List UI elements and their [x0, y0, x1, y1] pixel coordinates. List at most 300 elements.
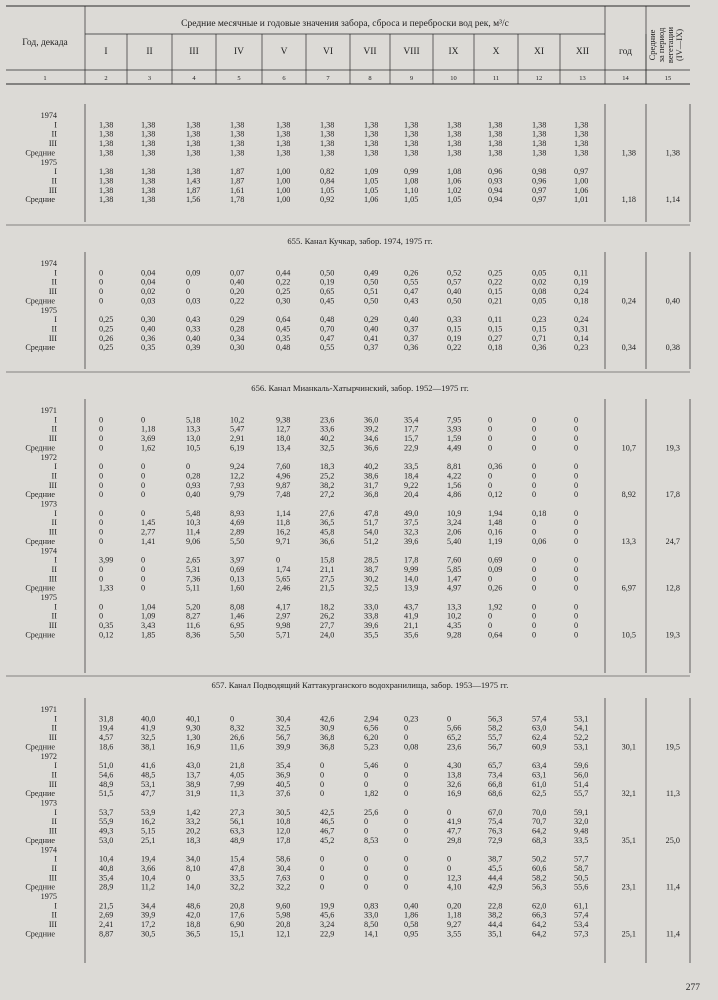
month-value-cell: 1,38: [141, 120, 156, 130]
month-value-cell: 63,0: [532, 723, 547, 733]
corner-label: Год, декада: [22, 38, 68, 48]
month-value-cell: 9,06: [186, 536, 201, 546]
month-value-cell: 9,71: [276, 536, 291, 546]
month-header: IV: [233, 47, 245, 57]
vegetation-mean-cell: 24,7: [665, 536, 680, 546]
month-value-cell: 63,3: [230, 826, 245, 836]
month-value-cell: 0: [364, 854, 369, 864]
month-value-cell: 0: [99, 462, 104, 472]
month-value-cell: 0,11: [574, 268, 589, 278]
vegetation-mean-cell: 12,8: [665, 583, 680, 593]
month-value-cell: 0,36: [141, 333, 156, 343]
month-value-cell: 67,0: [488, 807, 503, 817]
annual-mean-cell: 30,1: [621, 742, 636, 752]
month-value-cell: 0,28: [230, 324, 245, 334]
month-value-cell: 14,1: [364, 929, 379, 939]
month-value-cell: 0: [532, 462, 537, 472]
decade-label: I: [54, 854, 57, 864]
month-value-cell: 1,38: [230, 129, 245, 139]
month-value-cell: 18,3: [186, 835, 201, 845]
month-value-cell: 0: [574, 583, 579, 593]
column-number: 1: [43, 75, 47, 82]
mean-row-label: Средние: [25, 443, 55, 453]
month-value-cell: 0: [320, 770, 325, 780]
month-value-cell: 1,38: [404, 120, 419, 130]
column-number: 15: [664, 75, 672, 82]
month-value-cell: 0,22: [488, 277, 503, 287]
month-value-cell: 4,97: [447, 583, 462, 593]
month-value-cell: 38,6: [364, 471, 379, 481]
month-value-cell: 1,85: [141, 630, 156, 640]
month-value-cell: 37,5: [404, 518, 419, 528]
month-value-cell: 0: [320, 882, 325, 892]
vegetation-mean-cell: 1,38: [665, 148, 680, 158]
month-value-cell: 8,36: [186, 630, 201, 640]
month-value-cell: 21,5: [99, 901, 114, 911]
month-value-cell: 1,06: [364, 195, 379, 205]
month-value-cell: 11,3: [230, 789, 245, 799]
month-value-cell: 0: [99, 480, 104, 490]
month-value-cell: 9,38: [276, 415, 291, 425]
month-value-cell: 0,14: [574, 333, 589, 343]
month-value-cell: 13,8: [447, 770, 462, 780]
month-value-cell: 44,4: [488, 873, 503, 883]
month-value-cell: 0,33: [186, 324, 201, 334]
month-value-cell: 0,29: [230, 315, 245, 325]
month-value-cell: 0,50: [320, 268, 335, 278]
month-value-cell: 1,38: [488, 120, 503, 130]
month-value-cell: 1,38: [364, 139, 379, 149]
month-value-cell: 0,08: [404, 742, 419, 752]
month-header: III: [189, 47, 199, 57]
month-value-cell: 1,38: [404, 148, 419, 158]
month-value-cell: 0,49: [364, 268, 379, 278]
month-value-cell: 32,5: [320, 443, 335, 453]
month-value-cell: 3,66: [141, 863, 156, 873]
month-value-cell: 7,60: [276, 462, 291, 472]
month-value-cell: 39,2: [364, 424, 379, 434]
month-value-cell: 46,5: [320, 817, 335, 827]
month-value-cell: 58,7: [574, 863, 589, 873]
month-value-cell: 58,6: [276, 854, 291, 864]
month-value-cell: 0: [574, 555, 579, 565]
month-value-cell: 36,5: [186, 929, 201, 939]
month-value-cell: 5,46: [364, 761, 379, 771]
month-value-cell: 1,38: [230, 148, 245, 158]
month-value-cell: 50,2: [532, 854, 547, 864]
month-value-cell: 0,36: [488, 462, 503, 472]
month-value-cell: 0: [99, 508, 104, 518]
month-value-cell: 0: [99, 277, 104, 287]
month-value-cell: 0,02: [532, 277, 547, 287]
month-value-cell: 0,96: [532, 176, 547, 186]
month-value-cell: 26,6: [230, 733, 245, 743]
month-value-cell: 7,93: [230, 480, 245, 490]
month-value-cell: 0: [574, 471, 579, 481]
decade-label: III: [48, 185, 57, 195]
month-value-cell: 65,7: [488, 761, 503, 771]
month-value-cell: 1,06: [574, 185, 589, 195]
month-value-cell: 40,0: [141, 714, 156, 724]
month-value-cell: 4,17: [276, 602, 291, 612]
month-value-cell: 22,8: [488, 901, 503, 911]
month-value-cell: 45,6: [320, 910, 335, 920]
month-value-cell: 25,6: [364, 807, 379, 817]
month-value-cell: 73,4: [488, 770, 503, 780]
month-value-cell: 1,56: [186, 195, 201, 205]
month-value-cell: 0: [488, 434, 493, 444]
month-value-cell: 0: [320, 761, 325, 771]
month-value-cell: 0,71: [532, 333, 547, 343]
month-value-cell: 0,50: [447, 296, 462, 306]
annual-mean-cell: 1,38: [621, 148, 636, 158]
month-value-cell: 0: [488, 415, 493, 425]
month-value-cell: 39,6: [364, 621, 379, 631]
month-value-cell: 5,11: [186, 583, 201, 593]
month-value-cell: 0,45: [276, 324, 291, 334]
month-value-cell: 0: [532, 602, 537, 612]
month-value-cell: 0: [99, 471, 104, 481]
month-value-cell: 16,2: [141, 817, 156, 827]
month-value-cell: 0: [574, 424, 579, 434]
decade-label: II: [51, 277, 57, 287]
month-value-cell: 1,43: [186, 176, 201, 186]
month-value-cell: 0,64: [488, 630, 503, 640]
month-value-cell: 0: [532, 583, 537, 593]
month-value-cell: 1,38: [532, 129, 547, 139]
month-value-cell: 1,48: [488, 518, 503, 528]
month-value-cell: 56,3: [488, 714, 503, 724]
month-value-cell: 0,22: [230, 296, 245, 306]
month-value-cell: 21,1: [320, 564, 335, 574]
month-value-cell: 0: [99, 434, 104, 444]
month-value-cell: 1,38: [364, 148, 379, 158]
month-value-cell: 21,5: [320, 583, 335, 593]
vegetation-mean-cell: 11,4: [665, 882, 680, 892]
month-value-cell: 5,66: [447, 723, 462, 733]
year-label: 1974: [40, 259, 57, 268]
decade-label: II: [51, 611, 57, 621]
mean-row-label: Средние: [25, 296, 55, 306]
month-value-cell: 0,40: [404, 901, 419, 911]
month-header: XI: [533, 47, 545, 57]
decade-label: II: [51, 863, 57, 873]
month-value-cell: 17,7: [404, 424, 419, 434]
month-value-cell: 1,05: [364, 176, 379, 186]
column-number: 4: [192, 75, 196, 82]
month-value-cell: 61,1: [574, 901, 589, 911]
month-value-cell: 12,7: [276, 424, 291, 434]
month-value-cell: 35,5: [364, 630, 379, 640]
month-value-cell: 0,02: [141, 287, 156, 297]
month-value-cell: 48,6: [186, 901, 201, 911]
month-value-cell: 42,6: [320, 714, 335, 724]
decade-label: III: [48, 333, 57, 343]
month-value-cell: 0: [574, 443, 579, 453]
month-value-cell: 61,0: [532, 779, 547, 789]
month-value-cell: 4,57: [99, 733, 114, 743]
month-value-cell: 57,7: [574, 854, 589, 864]
month-value-cell: 0: [447, 807, 452, 817]
month-value-cell: 0,50: [364, 296, 379, 306]
month-value-cell: 0: [99, 424, 104, 434]
month-value-cell: 18,8: [186, 920, 201, 930]
month-value-cell: 17,8: [276, 835, 291, 845]
month-value-cell: 9,79: [230, 490, 245, 500]
month-value-cell: 22,9: [404, 443, 419, 453]
month-value-cell: 7,95: [447, 415, 462, 425]
month-value-cell: 5,31: [186, 564, 201, 574]
month-value-cell: 0: [574, 574, 579, 584]
column-number: 14: [622, 75, 629, 82]
month-value-cell: 1,38: [141, 195, 156, 205]
month-value-cell: 36,8: [364, 490, 379, 500]
month-value-cell: 5,48: [186, 508, 201, 518]
month-value-cell: 0,47: [404, 287, 419, 297]
month-value-cell: 1,08: [404, 176, 419, 186]
month-value-cell: 1,38: [320, 148, 335, 158]
month-value-cell: 0: [447, 714, 452, 724]
month-value-cell: 1,62: [141, 443, 156, 453]
month-value-cell: 0,15: [447, 324, 462, 334]
section-title: 656. Канал Мианкаль-Хатырчинский, забор. 1952—1975 гг.: [251, 383, 469, 393]
month-value-cell: 10,2: [230, 415, 245, 425]
decade-label: II: [51, 723, 57, 733]
month-value-cell: 0: [404, 779, 409, 789]
month-value-cell: 0: [532, 564, 537, 574]
month-value-cell: 6,20: [364, 733, 379, 743]
month-value-cell: 1,38: [99, 120, 114, 130]
month-value-cell: 0,25: [276, 287, 291, 297]
month-value-cell: 0: [276, 555, 281, 565]
month-value-cell: 11,8: [276, 518, 291, 528]
year-label: 1975: [40, 892, 57, 901]
month-value-cell: 8,08: [230, 602, 245, 612]
column-number: 11: [492, 75, 500, 82]
month-value-cell: 0,99: [404, 167, 419, 177]
month-value-cell: 7,36: [186, 574, 201, 584]
month-value-cell: 60,9: [532, 742, 547, 752]
month-value-cell: 2,77: [141, 527, 156, 537]
month-value-cell: 12,3: [447, 873, 462, 883]
month-header: XII: [575, 47, 590, 57]
month-value-cell: 0: [532, 621, 537, 631]
month-value-cell: 5,18: [186, 415, 201, 425]
month-value-cell: 38,9: [186, 779, 201, 789]
month-value-cell: 0: [404, 770, 409, 780]
month-value-cell: 3,69: [141, 434, 156, 444]
month-value-cell: 1,38: [404, 139, 419, 149]
column-number: 7: [326, 75, 330, 82]
month-value-cell: 53,9: [141, 807, 156, 817]
month-value-cell: 4,10: [447, 882, 462, 892]
month-value-cell: 0: [141, 462, 146, 472]
month-value-cell: 0: [404, 723, 409, 733]
month-value-cell: 50,5: [574, 873, 589, 883]
month-value-cell: 10,5: [186, 443, 201, 453]
month-value-cell: 1,38: [230, 120, 245, 130]
year-label: 1975: [40, 305, 57, 315]
month-value-cell: 0: [230, 714, 235, 724]
month-value-cell: 0,41: [364, 333, 379, 343]
month-value-cell: 30,4: [276, 714, 291, 724]
decade-label: III: [48, 826, 57, 836]
month-value-cell: 56,7: [488, 742, 503, 752]
decade-label: I: [54, 602, 57, 612]
mean-row-label: Средние: [25, 343, 55, 353]
month-value-cell: 0: [532, 490, 537, 500]
decade-label: III: [48, 621, 57, 631]
month-value-cell: 13,0: [186, 434, 201, 444]
month-value-cell: 0,09: [186, 268, 201, 278]
month-value-cell: 0: [488, 443, 493, 453]
month-value-cell: 0,93: [488, 176, 503, 186]
column-number: 12: [535, 75, 543, 82]
month-value-cell: 58,2: [488, 723, 503, 733]
month-value-cell: 8,10: [186, 863, 201, 873]
month-value-cell: 30,5: [276, 807, 291, 817]
month-value-cell: 48,9: [230, 835, 245, 845]
month-value-cell: 0: [99, 536, 104, 546]
month-value-cell: 25,2: [320, 471, 335, 481]
month-value-cell: 0,36: [404, 343, 419, 353]
month-value-cell: 0,84: [320, 176, 335, 186]
month-value-cell: 1,38: [532, 120, 547, 130]
month-value-cell: 38,2: [488, 910, 503, 920]
month-value-cell: 0: [320, 789, 325, 799]
mean-row-label: Средние: [25, 742, 55, 752]
month-value-cell: 33,0: [364, 602, 379, 612]
month-value-cell: 0,11: [488, 315, 503, 325]
month-value-cell: 0,24: [574, 287, 589, 297]
month-value-cell: 27,7: [320, 621, 335, 631]
column-number: 5: [237, 75, 241, 82]
month-value-cell: 0: [99, 564, 104, 574]
month-value-cell: 2,97: [276, 611, 291, 621]
mean-row-label: Средние: [25, 195, 55, 205]
decade-label: III: [48, 873, 57, 883]
month-value-cell: 1,38: [320, 139, 335, 149]
year-label: 1971: [40, 705, 57, 714]
month-value-cell: 1,38: [186, 148, 201, 158]
month-value-cell: 62,0: [532, 901, 547, 911]
month-value-cell: 11,4: [186, 527, 201, 537]
month-value-cell: 35,4: [404, 415, 419, 425]
month-value-cell: 0: [364, 826, 369, 836]
month-value-cell: 0: [574, 518, 579, 528]
month-value-cell: 1,38: [447, 148, 462, 158]
month-value-cell: 33,5: [230, 873, 245, 883]
month-value-cell: 1,45: [141, 518, 156, 528]
month-value-cell: 21,1: [404, 621, 419, 631]
month-value-cell: 64,2: [532, 920, 547, 930]
month-value-cell: 1,38: [99, 139, 114, 149]
month-value-cell: 1,38: [447, 129, 462, 139]
month-value-cell: 64,2: [532, 826, 547, 836]
month-value-cell: 8,50: [364, 920, 379, 930]
annual-mean-cell: 0,34: [621, 343, 636, 353]
month-value-cell: 6,19: [230, 443, 245, 453]
vegetation-mean-cell: 1,14: [665, 195, 680, 205]
month-value-cell: 12,1: [276, 929, 291, 939]
month-value-cell: 0: [574, 490, 579, 500]
month-value-cell: 32,0: [574, 817, 589, 827]
year-label: 1972: [40, 751, 57, 761]
month-value-cell: 33,8: [364, 611, 379, 621]
month-value-cell: 0,05: [532, 296, 547, 306]
column-number: 8: [368, 75, 372, 82]
month-value-cell: 0: [364, 873, 369, 883]
month-value-cell: 9,60: [276, 901, 291, 911]
month-value-cell: 65,2: [447, 733, 462, 743]
month-value-cell: 63,1: [532, 770, 547, 780]
month-header: IX: [448, 47, 459, 57]
month-value-cell: 1,47: [447, 574, 462, 584]
month-value-cell: 0,25: [488, 268, 503, 278]
vegetation-mean-cell: 11,4: [665, 929, 680, 939]
month-value-cell: 27,3: [230, 807, 245, 817]
month-value-cell: 0: [141, 471, 146, 481]
month-value-cell: 1,94: [488, 508, 503, 518]
month-value-cell: 7,63: [276, 873, 291, 883]
month-value-cell: 1,38: [447, 139, 462, 149]
month-value-cell: 33,6: [320, 424, 335, 434]
month-value-cell: 11,2: [141, 882, 156, 892]
month-value-cell: 40,5: [276, 779, 291, 789]
month-value-cell: 0: [404, 826, 409, 836]
month-value-cell: 51,4: [574, 779, 589, 789]
month-value-cell: 28,5: [364, 555, 379, 565]
column-number: 9: [409, 75, 414, 82]
month-value-cell: 0: [574, 480, 579, 490]
month-value-cell: 0,30: [141, 315, 156, 325]
month-value-cell: 0,82: [320, 167, 335, 177]
month-value-cell: 54,0: [364, 527, 379, 537]
month-value-cell: 0,37: [404, 324, 419, 334]
month-value-cell: 1,19: [488, 536, 503, 546]
month-value-cell: 17,8: [404, 555, 419, 565]
month-value-cell: 29,8: [447, 835, 462, 845]
year-label: 1972: [40, 452, 57, 462]
month-value-cell: 41,6: [141, 761, 156, 771]
vegetation-header-line: Средние: [647, 29, 657, 61]
month-value-cell: 0,40: [186, 490, 201, 500]
month-value-cell: 1,38: [230, 139, 245, 149]
month-value-cell: 0,35: [141, 343, 156, 353]
month-header: VII: [363, 47, 377, 57]
decade-label: III: [48, 779, 57, 789]
month-value-cell: 3,24: [320, 920, 335, 930]
month-value-cell: 3,43: [141, 621, 156, 631]
mean-row-label: Средние: [25, 835, 55, 845]
month-value-cell: 0,04: [141, 268, 156, 278]
annual-mean-cell: 35,1: [621, 835, 636, 845]
month-value-cell: 1,82: [364, 789, 379, 799]
month-value-cell: 0,20: [447, 901, 462, 911]
annual-mean-cell: 23,1: [621, 882, 636, 892]
month-value-cell: 1,59: [447, 434, 462, 444]
month-value-cell: 0: [574, 527, 579, 537]
month-value-cell: 0,23: [574, 343, 589, 353]
month-value-cell: 9,30: [186, 723, 201, 733]
month-value-cell: 4,49: [447, 443, 462, 453]
month-value-cell: 0: [364, 863, 369, 873]
month-value-cell: 0,12: [99, 630, 114, 640]
annual-mean-cell: 0,24: [621, 296, 636, 306]
month-value-cell: 0,26: [99, 333, 114, 343]
month-value-cell: 0: [532, 574, 537, 584]
month-value-cell: 0,27: [488, 333, 503, 343]
